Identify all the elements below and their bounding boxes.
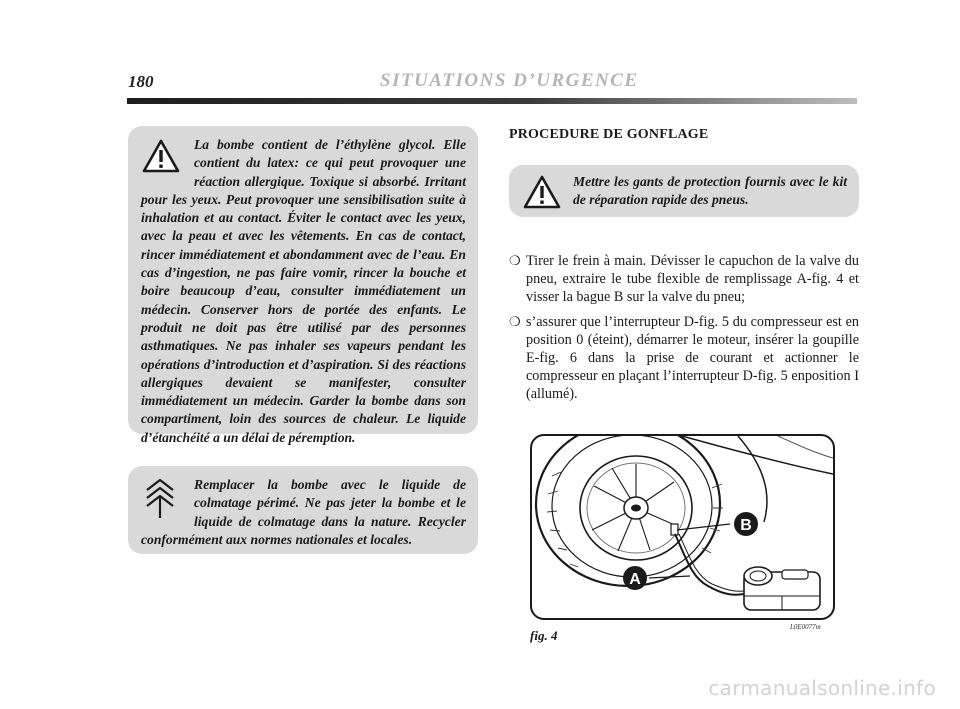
page-number: 180 (128, 72, 154, 91)
figure-code: L0E0077m (790, 623, 821, 631)
callout-a-label: A (629, 571, 641, 588)
recycle-arrows-icon (141, 476, 179, 528)
tire-compressor-illustration (532, 436, 833, 618)
gloves-warning-text: Mettre les gants de protection fournis avec le kit de réparation rapide des pneus. (573, 174, 847, 208)
procedure-heading: PROCEDURE DE GONFLAGE (509, 127, 709, 142)
list-item (509, 313, 859, 404)
bullet-circle-icon: ❍ (509, 253, 521, 268)
figure-illustration (530, 434, 835, 620)
section-title: SITUATIONS D’URGENCE (380, 70, 639, 91)
warning-triangle-icon (141, 136, 181, 188)
callout-b-label: B (740, 517, 752, 534)
environment-note-box (128, 466, 478, 554)
allergy-warning-box (128, 126, 478, 445)
bullet-circle-icon: ❍ (509, 313, 521, 329)
list-item (509, 252, 859, 307)
figure-caption: fig. 4 (530, 628, 558, 643)
warning-triangle-icon (522, 173, 562, 211)
watermark-text: carmanualsonline.info (708, 676, 936, 700)
environment-note-text: Remplacer la bombe avec le liquide de colmatage périmé. Ne pas jeter la bombe et le liquide de colmatage dans la nature. Recycler conformément aux normes nationales et locales. (141, 477, 466, 547)
procedure-steps (509, 252, 859, 410)
allergy-warning-text: La bombe contient de l’éthylène glycol. Elle contient du latex: ce qui peut provoquer une réaction allergique. Toxique si absorbé. Irritant pour les yeux. Peut provoquer une sensibilisation suite à inhalation et au contact. Éviter le contact avec les yeux, avec la peau et avec les vêtements. En cas de contact, rincer immédiatement et abondamment avec de l’eau. En cas d’ingestion, ne pas faire vomir, rincer la bouche et boire beaucoup d’eau, consulter immédiatement un médecin. Conserver hors de portée des enfants. Le produit ne doit pas être utilisé par des personnes asthmatiques. Ne pas inhaler ses vapeurs pendant les opérations d’introduction et d’aspiration. Si des réactions allergiques devaient se manifester, consulter immédiatement un médecin. Garder la bombe dans son compartiment, loin des sources de chaleur. Le liquide d’étanchéité a un délai de péremption. (141, 137, 466, 445)
step-text: s’assurer que l’interrupteur D-fig. 5 du compresseur est en position 0 (éteint), démarrer le moteur, insérer la goupille E-fig. 6 dans la prise de courant et actionner le compresseur en plaçant l’interrupteur D-fig. 5 enposition I (allumé). (526, 313, 859, 403)
step-text: Tirer le frein à main. Dévisser le capuchon de la valve du pneu, extraire le tube flexible de remplissage A-fig. 4 et visser la bague B sur la valve du pneu; (526, 253, 859, 306)
gloves-warning-box (509, 165, 859, 217)
header-rule (127, 98, 857, 104)
